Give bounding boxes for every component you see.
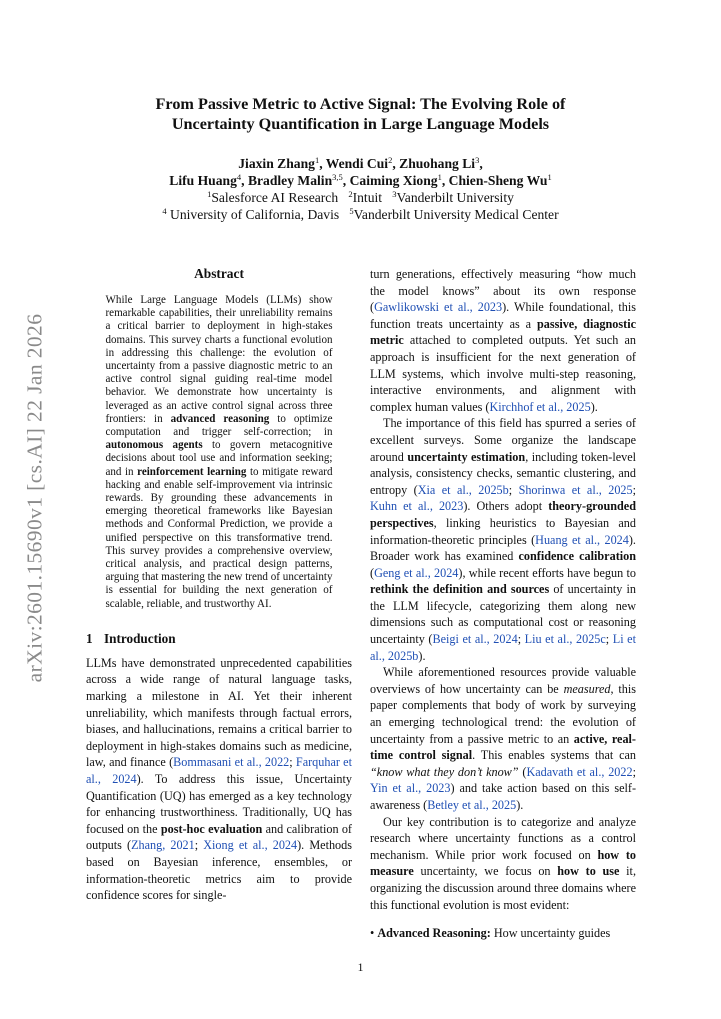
paragraph-contribution: Our key contribution is to categorize and analyze research where uncertainty functions as a control mechanism. While prior work focused on how to measure uncertainty, we focus on how to use it, organizing the discussion around three domains where this functional evolution is most evident: xyxy=(370,814,637,912)
affiliation-line-2: $^4$ University of California, Davis $^5$Vanderbilt University Medical Center xyxy=(162,206,559,222)
affiliation: Vanderbilt University Medical Center xyxy=(353,207,559,222)
affiliation: University of California, Davis xyxy=(170,207,340,222)
citation-link[interactable]: Farquhar et al., 2024 xyxy=(86,755,352,787)
page-number: 1 xyxy=(357,960,364,974)
citation-link[interactable]: Betley et al., 2025 xyxy=(427,798,517,812)
right-column xyxy=(370,266,636,942)
author-name: Caiming Xiong xyxy=(349,173,438,188)
abstract-heading: Abstract xyxy=(194,266,244,281)
title-line-1: From Passive Metric to Active Signal: The Evolving Role of xyxy=(155,95,566,113)
affiliation: Vanderbilt University xyxy=(396,190,514,205)
paragraph-surveys: The importance of this field has spurred a series of excellent surveys. Some organize the landscape around uncertainty estimation, including token-level analysis, consistency checks, semantic clustering, and entropy (Xia et al., 2025b; Shorinwa et al., 2025; Kuhn et al., 2023). Others adopt theory-grounded perspectives, linking heuristics to Bayesian and information-theoretic principles (Huang et al., 2024). Broader work has examined confidence calibration (Geng et al., 2024), while recent efforts have begun to rethink the definition and sources of uncertainty in the LLM lifecycle, categorizing them along new dimensions such as computational cost or reasoning uncertainty (Beigi et al., 2024; Liu et al., 2025c; Li et al., 2025b). xyxy=(370,416,637,663)
author-name: Wendi Cui xyxy=(325,156,389,171)
citation-link[interactable]: Xiong et al., 2024 xyxy=(203,838,298,853)
intro-paragraph: LLMs have demonstrated unprecedented capabilities across a wide range of natural language tasks, marking a milestone in AI. Yet their inherent unreliability, which manifests through factual errors, biases, and hallucinations, remains a critical barrier to deployment in high-stakes domains such as medicine, law, and finance (Bommasani et al., 2022; Farquhar et al., 2024). To address this issue, Uncertainty Quantification (UQ) has emerged as a key technology for enhancing trustworthiness. Traditionally, UQ has focused on the post-hoc evaluation and calibration of outputs (Zhang, 2021; Xiong et al., 2024). Methods based on Bayesian inference, ensembles, or information-theoretic metrics aim to provide confidence scores for single- xyxy=(86,655,352,903)
author-name: Chien-Sheng Wu xyxy=(448,173,548,188)
citation-link[interactable]: Zhang, 2021 xyxy=(131,838,195,853)
citation-link[interactable]: Gawlikowski et al., 2023 xyxy=(374,300,503,315)
title-line-2: Uncertainty Quantification in Large Language Models xyxy=(171,115,550,133)
paragraph-continued: turn generations, effectively measuring “how much the model knows” about its own response (Gawlikowski et al., 2023). While foundational, this function treats uncertainty as a passive, diagnostic metric attached to completed outputs. Yet such an approach is insufficient for the next generation of LLM systems, which involve multi-step reasoning, interactive environments, and alignment with complex human values (Kirchhof et al., 2025). xyxy=(370,267,637,414)
author-name: Zhuohang Li xyxy=(399,156,476,171)
citation-link[interactable]: Kirchhof et al., 2025 xyxy=(489,399,591,414)
citation-link[interactable]: Kuhn et al., 2023 xyxy=(370,499,464,514)
arxiv-stamp: arXiv:2601.15690v1 [cs.AI] 22 Jan 2026 xyxy=(22,313,47,682)
affiliation: Salesforce AI Research xyxy=(211,190,339,205)
citation-link[interactable]: Yin et al., 2023 xyxy=(370,781,451,796)
author-line-1: Jiaxin Zhang$^1$, Wendi Cui$^2$, Zhuohang Li$^3$, xyxy=(238,155,483,171)
citation-link[interactable]: Bommasani et al., 2022 xyxy=(173,755,290,770)
affiliation-line-1: $^1$Salesforce AI Research $^2$Intuit $^3$Vanderbilt University xyxy=(207,189,514,205)
citation-link[interactable]: Liu et al., 2025c xyxy=(524,632,606,647)
citation-link[interactable]: Xia et al., 2025b xyxy=(417,482,509,497)
citation-link[interactable]: Kadavath et al., 2022 xyxy=(526,764,633,779)
bullet-item: • Advanced Reasoning: How uncertainty guides xyxy=(370,926,611,941)
author-name: Jiaxin Zhang xyxy=(238,156,315,171)
abstract-text: While Large Language Models (LLMs) show remarkable capabilities, their unreliability remains a critical barrier to deployment in high-stakes domains. This survey charts a functional evolution in addressing this challenge: the evolution of uncertainty from a passive diagnostic metric to an active control signal guiding real-time model behavior. We demonstrate how uncertainty is leveraged as an active control signal across three frontiers: in advanced reasoning to optimize computation and trigger self-correction; in autonomous agents to govern metacognitive decisions about tool use and information seeking; and in reinforcement learning to mitigate reward hacking and enable self-improvement via intrinsic rewards. By grounding these advancements in emerging theoretical frameworks like Bayesian methods and Conformal Prediction, we provide a unified perspective on this transformative trend. This survey provides a comprehensive overview, critical analysis, and practical design patterns, arguing that mastering the new trend of uncertainty is essential for building the next generation of scalable, reliable, and trustworthy AI. xyxy=(105,294,333,610)
citation-link[interactable]: Beigi et al., 2024 xyxy=(432,632,518,647)
citation-link[interactable]: Li et al., 2025b xyxy=(370,632,636,663)
left-column xyxy=(86,266,352,904)
section-heading-introduction: 1 Introduction xyxy=(86,630,176,646)
affiliation: Intuit xyxy=(352,190,383,205)
author-name: Lifu Huang xyxy=(169,173,237,188)
paper-title xyxy=(90,94,631,134)
author-name: Bradley Malin xyxy=(247,173,333,188)
author-line-2: Lifu Huang$^4$, Bradley Malin$^{3,5}$, Caiming Xiong$^1$, Chien-Sheng Wu$^1$ xyxy=(169,172,552,188)
citation-link[interactable]: Huang et al., 2024 xyxy=(535,532,629,547)
author-block xyxy=(90,155,631,223)
bullet-marker: • xyxy=(370,926,375,941)
citation-link[interactable]: Shorinwa et al., 2025 xyxy=(518,482,633,497)
citation-link[interactable]: Geng et al., 2024 xyxy=(374,565,459,580)
paragraph-trend: While aforementioned resources provide valuable overviews of how uncertainty can be measured, this paper complements that body of work by surveying an emerging technological trend: the evolution of uncertainty from a passive metric to an active, real-time control signal. This enables systems that can “know what they don’t know” (Kadavath et al., 2022; Yin et al., 2023) and take action based on this self-awareness (Betley et al., 2025). xyxy=(370,665,637,812)
